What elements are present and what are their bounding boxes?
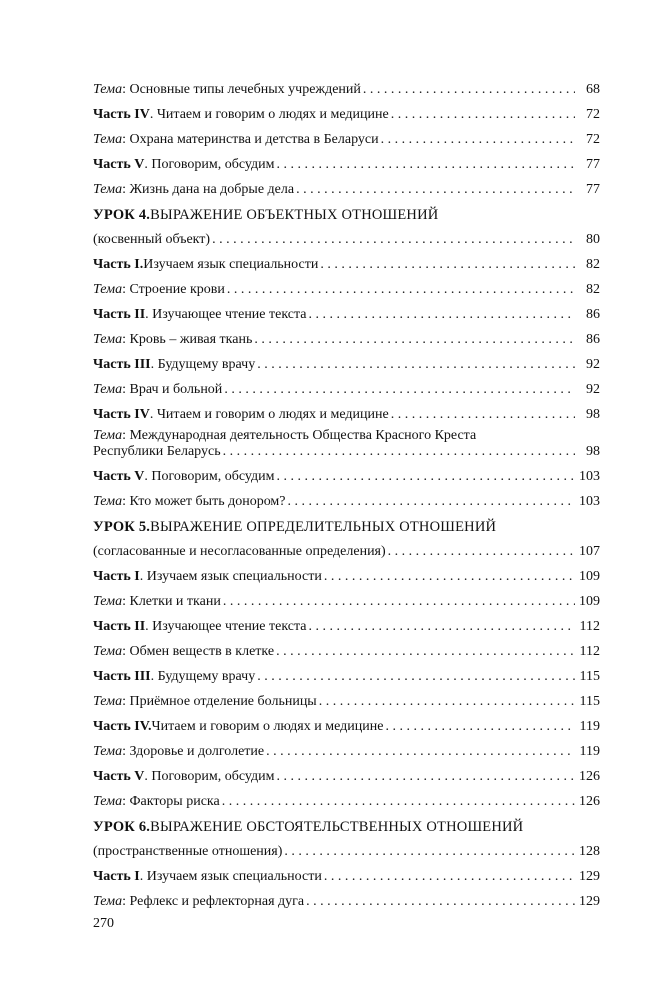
toc-entry-text: : Здоровье и долголетие — [122, 744, 265, 759]
toc-topic-line — [93, 80, 600, 100]
toc-topic-line — [93, 180, 600, 200]
toc-entry-label: Тема — [93, 744, 123, 759]
toc-page-number: 129 — [579, 869, 600, 884]
page-number: 270 — [93, 916, 114, 931]
toc-part-line — [93, 667, 600, 687]
toc-part-line — [93, 867, 600, 887]
toc-entry-text: : Врач и больной — [122, 382, 223, 397]
toc-topic-line — [93, 380, 600, 400]
toc-entry-label: Часть III — [93, 669, 151, 684]
toc-entry-text: : Охрана материнства и детства в Беларуси — [122, 132, 379, 147]
toc-entry-label: Часть II — [93, 307, 146, 322]
toc-part-line — [93, 105, 600, 125]
toc-entry-label: Тема — [93, 594, 123, 609]
toc-entry-label: Тема — [93, 132, 123, 147]
toc-page-number: 72 — [586, 132, 600, 147]
dot-leader — [319, 692, 575, 712]
toc-heading-line — [93, 817, 600, 837]
toc-part-line — [93, 405, 600, 425]
toc-topic-line — [93, 892, 600, 912]
toc-entry-label: Часть IV. — [93, 719, 152, 734]
toc-page-number: 109 — [579, 569, 600, 584]
toc-entry-label: Тема — [93, 694, 123, 709]
dot-leader — [388, 542, 575, 562]
toc-entry-text: . Изучающее чтение текста — [145, 619, 307, 634]
toc-plain-line — [93, 842, 600, 862]
toc-page-number: 103 — [579, 469, 600, 484]
toc-entry-label: Часть V — [93, 469, 145, 484]
toc-page-number: 115 — [579, 694, 600, 709]
toc-entry-label: Тема — [93, 644, 123, 659]
toc-entry-label: Часть IV — [93, 107, 150, 122]
dot-leader — [276, 642, 575, 662]
toc-page-number: 98 — [586, 407, 600, 422]
toc-page-number: 92 — [586, 357, 600, 372]
toc-entry-label: Тема — [93, 428, 123, 443]
toc-plain-line — [93, 542, 600, 562]
toc-entry-label: Тема — [93, 82, 123, 97]
toc-part-line — [93, 717, 600, 737]
toc-entry-text: . Поговорим, обсудим — [144, 157, 275, 172]
dot-leader — [212, 230, 575, 250]
toc-page-number: 109 — [579, 594, 600, 609]
toc-entry-text: : Основные типы лечебных учреждений — [122, 82, 361, 97]
toc-topic-line — [93, 692, 600, 712]
toc-entry-text: : Обмен веществ в клетке — [122, 644, 275, 659]
toc-entry-text: . Изучающее чтение текста — [145, 307, 307, 322]
toc-page-number: 112 — [579, 619, 600, 634]
toc-entry-text: ВЫРАЖЕНИЕ ОБСТОЯТЕЛЬСТВЕННЫХ ОТНОШЕНИЙ — [150, 819, 524, 835]
toc-entry-text: : Рефлекс и рефлекторная дуга — [122, 894, 305, 909]
dot-leader — [266, 742, 575, 762]
toc-entry-label: Тема — [93, 794, 123, 809]
toc-entry-text: : Клетки и ткани — [122, 594, 221, 609]
toc-entry-text: . Будущему врачу — [150, 357, 256, 372]
toc-part-line — [93, 255, 600, 275]
dot-leader — [222, 792, 575, 812]
toc-plain-line — [93, 230, 600, 250]
dot-leader — [257, 355, 575, 375]
toc-part-line — [93, 617, 600, 637]
dot-leader — [306, 892, 575, 912]
dot-leader — [277, 767, 575, 787]
toc-entry-text: : Кто может быть донором? — [122, 494, 286, 509]
toc-entry-text: . Изучаем язык специальности — [139, 869, 322, 884]
dot-leader — [223, 592, 575, 612]
dot-leader — [324, 867, 575, 887]
toc-page-number: 126 — [579, 794, 600, 809]
dot-leader — [296, 180, 575, 200]
toc-entry-text: : Жизнь дана на добрые дела — [122, 182, 295, 197]
toc-heading-line — [93, 517, 600, 537]
dot-leader — [391, 105, 575, 125]
toc-entry-text: . Поговорим, обсудим — [144, 469, 275, 484]
toc-page-number: 119 — [579, 719, 600, 734]
toc-heading-line — [93, 205, 600, 225]
dot-leader — [254, 330, 575, 350]
toc-entry-label: Тема — [93, 182, 123, 197]
toc-entry-label: УРОК 5. — [93, 519, 151, 535]
toc-page-number: 72 — [586, 107, 600, 122]
toc-entry-text: Республики Беларусь — [93, 444, 221, 459]
toc-page-number: 112 — [579, 644, 600, 659]
toc-entry-label: Часть V — [93, 769, 145, 784]
toc-plain-line — [93, 442, 600, 462]
toc-page-number: 82 — [586, 282, 600, 297]
dot-leader — [363, 80, 575, 100]
toc-entry-text: (пространственные отношения) — [93, 844, 283, 859]
dot-leader — [324, 567, 575, 587]
toc-topic-line — [93, 792, 600, 812]
dot-leader — [257, 667, 575, 687]
toc-page-number: 107 — [579, 544, 600, 559]
toc-entry-text: ВЫРАЖЕНИЕ ОПРЕДЕЛИТЕЛЬНЫХ ОТНОШЕНИЙ — [150, 519, 497, 535]
toc-entry-text: : Международная деятельность Общества Красного Креста — [122, 428, 477, 443]
toc-entry-label: Тема — [93, 894, 123, 909]
toc-part-line — [93, 305, 600, 325]
toc-entry-label: Тема — [93, 382, 123, 397]
dot-leader — [284, 842, 575, 862]
toc-entry-label: Часть III — [93, 357, 151, 372]
toc-entry-text: . Изучаем язык специальности — [139, 569, 322, 584]
toc-entry-text: Изучаем язык специальности — [143, 257, 319, 272]
dot-leader — [320, 255, 575, 275]
dot-leader — [385, 717, 575, 737]
toc-topic-line — [93, 642, 600, 662]
dot-leader — [223, 442, 575, 462]
toc-entry-text: . Читаем и говорим о людях и медицине — [149, 407, 389, 422]
toc-topic-line — [93, 330, 600, 350]
toc-page-number: 86 — [586, 307, 600, 322]
toc-page-number: 77 — [586, 157, 600, 172]
dot-leader — [277, 467, 575, 487]
toc-topic-line — [93, 280, 600, 300]
toc-page-number: 98 — [586, 444, 600, 459]
toc-entry-label: Часть IV — [93, 407, 150, 422]
toc-entry-text: : Факторы риска — [122, 794, 220, 809]
toc-page-number: 126 — [579, 769, 600, 784]
toc-entry-label: УРОК 6. — [93, 819, 151, 835]
dot-leader — [309, 305, 575, 325]
toc-entry-label: УРОК 4. — [93, 207, 151, 223]
toc-page-number: 68 — [586, 82, 600, 97]
toc-entry-text: . Будущему врачу — [150, 669, 256, 684]
toc-topic-line — [93, 742, 600, 762]
toc-entry-label: Часть II — [93, 619, 146, 634]
toc-entry-text: (косвенный объект) — [93, 232, 211, 247]
dot-leader — [391, 405, 575, 425]
dot-leader — [288, 492, 575, 512]
toc-topic-line — [93, 592, 600, 612]
toc-part-line — [93, 767, 600, 787]
toc-entry-text: : Кровь – живая ткань — [122, 332, 253, 347]
dot-leader — [381, 130, 575, 150]
toc-page-number: 119 — [579, 744, 600, 759]
toc-page-number: 129 — [579, 894, 600, 909]
toc-part-line — [93, 155, 600, 175]
toc-topic-line — [93, 492, 600, 512]
toc-entry-label: Часть V — [93, 157, 145, 172]
toc-page-number: 77 — [586, 182, 600, 197]
toc-entry-text: : Строение крови — [122, 282, 225, 297]
toc-page-number: 92 — [586, 382, 600, 397]
dot-leader — [277, 155, 575, 175]
toc-page-number: 80 — [586, 232, 600, 247]
toc-page-number: 82 — [586, 257, 600, 272]
dot-leader — [309, 617, 575, 637]
toc-part-line — [93, 567, 600, 587]
toc-part-line — [93, 467, 600, 487]
toc-entry-label: Тема — [93, 494, 123, 509]
toc-part-line — [93, 355, 600, 375]
toc-topic-line — [93, 130, 600, 150]
toc-entry-text: ВЫРАЖЕНИЕ ОБЪЕКТНЫХ ОТНОШЕНИЙ — [150, 207, 439, 223]
dot-leader — [224, 380, 575, 400]
toc-page-number: 103 — [579, 494, 600, 509]
toc-page-number: 128 — [579, 844, 600, 859]
toc-entry-text: : Приёмное отделение больницы — [122, 694, 317, 709]
toc-page-number: 86 — [586, 332, 600, 347]
toc-entry-text: (согласованные и несогласованные определения) — [93, 544, 386, 559]
toc-entry-label: Тема — [93, 332, 123, 347]
toc-entry-text: . Читаем и говорим о людях и медицине — [149, 107, 389, 122]
toc-entry-label: Часть I — [93, 569, 140, 584]
toc-entry-label: Часть I — [93, 869, 140, 884]
toc-entry-text: Читаем и говорим о людях и медицине — [151, 719, 384, 734]
dot-leader — [227, 280, 575, 300]
toc-entry-label: Тема — [93, 282, 123, 297]
toc-page-number: 115 — [579, 669, 600, 684]
toc-entry-text: . Поговорим, обсудим — [144, 769, 275, 784]
toc-entry-label: Часть I. — [93, 257, 144, 272]
